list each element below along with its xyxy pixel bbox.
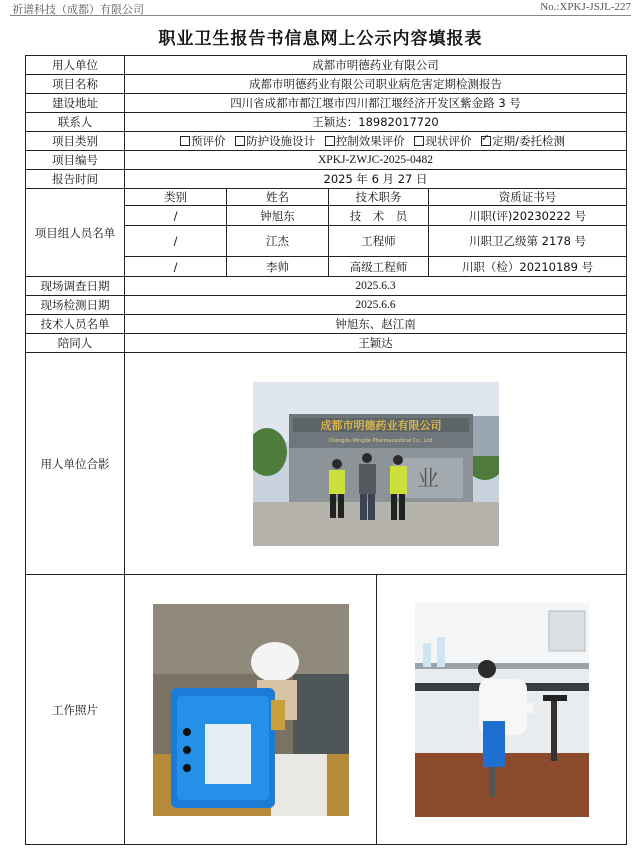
employer-label: 用人单位 [26,56,125,75]
address-label: 建设地址 [26,94,125,113]
address-value: 四川省成都市都江堰市四川都江堰经济开发区紫金路 3 号 [125,94,627,113]
row-test-date [26,296,627,315]
category-options [125,132,627,151]
row-work-photos [26,575,627,845]
tech-staff-label: 技术人员名单 [26,315,125,334]
document-title: 职业卫生报告书信息网上公示内容填报表 [158,29,483,49]
team-row-category: / [125,206,227,226]
team-header-row [26,189,627,206]
checkbox-icon [414,136,424,146]
work-photo-cell-right [377,575,627,845]
svg-text:Chengdu Mingde Pharmaceutical: Chengdu Mingde Pharmaceutical Co., Ltd. [328,437,433,444]
team-row-cert: 川职(评)20230222 号 [429,206,627,226]
work-photo-left-image [153,604,349,816]
work-photos-label: 工作照片 [26,575,125,845]
checked-checkbox-icon [481,136,491,146]
category-option-periodic-test[interactable]: ✓ 定期/委托检测 [481,134,565,148]
team-row-name: 江杰 [227,226,329,257]
team-row-name: 李帅 [227,257,329,277]
header-doc-number: No.:XPKJ-JSJL-227 [540,1,631,13]
row-contact [26,113,627,132]
report-time-value: 2025 年 6 月 27 日 [125,170,627,189]
work-photo-right-image [415,603,589,817]
survey-date-label: 现场调查日期 [26,277,125,296]
team-header-category: 类别 [125,189,227,206]
svg-text:成都市明德药业有限公司: 成都市明德药业有限公司 [320,418,441,432]
checkbox-icon [325,136,335,146]
group-photo-label: 用人单位合影 [26,353,125,575]
row-group-photo [26,353,627,575]
row-report-time [26,170,627,189]
header-company: 祈谱科技（成都）有限公司 [12,3,144,16]
category-option-control-effect[interactable]: 控制效果评价 [325,134,405,148]
category-option-pre-eval[interactable]: 预评价 [180,134,226,148]
work-photo-left [153,604,349,816]
row-survey-date [26,277,627,296]
checkbox-icon [235,136,245,146]
row-project-number [26,151,627,170]
team-header-cert: 资质证书号 [429,189,627,206]
group-photo-cell [125,353,627,575]
test-date-value: 2025.6.6 [125,296,627,315]
category-label: 项目类别 [26,132,125,151]
row-escort [26,334,627,353]
team-header-title: 技术职务 [329,189,429,206]
team-row-cert: 川职卫乙级第 2178 号 [429,226,627,257]
tech-staff-value: 钟旭东、赵江南 [125,315,627,334]
team-row-name: 钟旭东 [227,206,329,226]
row-project-name [26,75,627,94]
test-date-label: 现场检测日期 [26,296,125,315]
group-photo-image [253,382,499,546]
work-photo-cell-left [125,575,377,845]
team-row-category: / [125,257,227,277]
contact-label: 联系人 [26,113,125,132]
survey-date-value: 2025.6.3 [125,277,627,296]
escort-label: 陪同人 [26,334,125,353]
header-divider [10,15,631,16]
disclosure-form-table [25,55,627,845]
project-number-value: XPKJ-ZWJC-2025-0482 [125,151,627,170]
project-name-value: 成都市明德药业有限公司职业病危害定期检测报告 [125,75,627,94]
project-name-label: 项目名称 [26,75,125,94]
project-number-label: 项目编号 [26,151,125,170]
contact-value: 王颖达：18982017720 [125,113,627,132]
escort-value: 王颖达 [125,334,627,353]
checkbox-icon [180,136,190,146]
category-option-status-eval[interactable]: 现状评价 [414,134,471,148]
team-row-title: 高级工程师 [329,257,429,277]
team-header-name: 姓名 [227,189,329,206]
team-row-title: 技 术 员 [329,206,429,226]
team-row-category: / [125,226,227,257]
work-photo-right [415,603,589,817]
row-employer [26,56,627,75]
row-tech-staff [26,315,627,334]
group-photo [253,382,499,546]
row-category [26,132,627,151]
row-address [26,94,627,113]
employer-value: 成都市明德药业有限公司 [125,56,627,75]
report-time-label: 报告时间 [26,170,125,189]
category-option-protection-design[interactable]: 防护设施设计 [235,134,315,148]
svg-text:业: 业 [416,466,439,492]
team-label: 项目组人员名单 [26,189,125,277]
team-row-title: 工程师 [329,226,429,257]
team-row-cert: 川职（检）20210189 号 [429,257,627,277]
